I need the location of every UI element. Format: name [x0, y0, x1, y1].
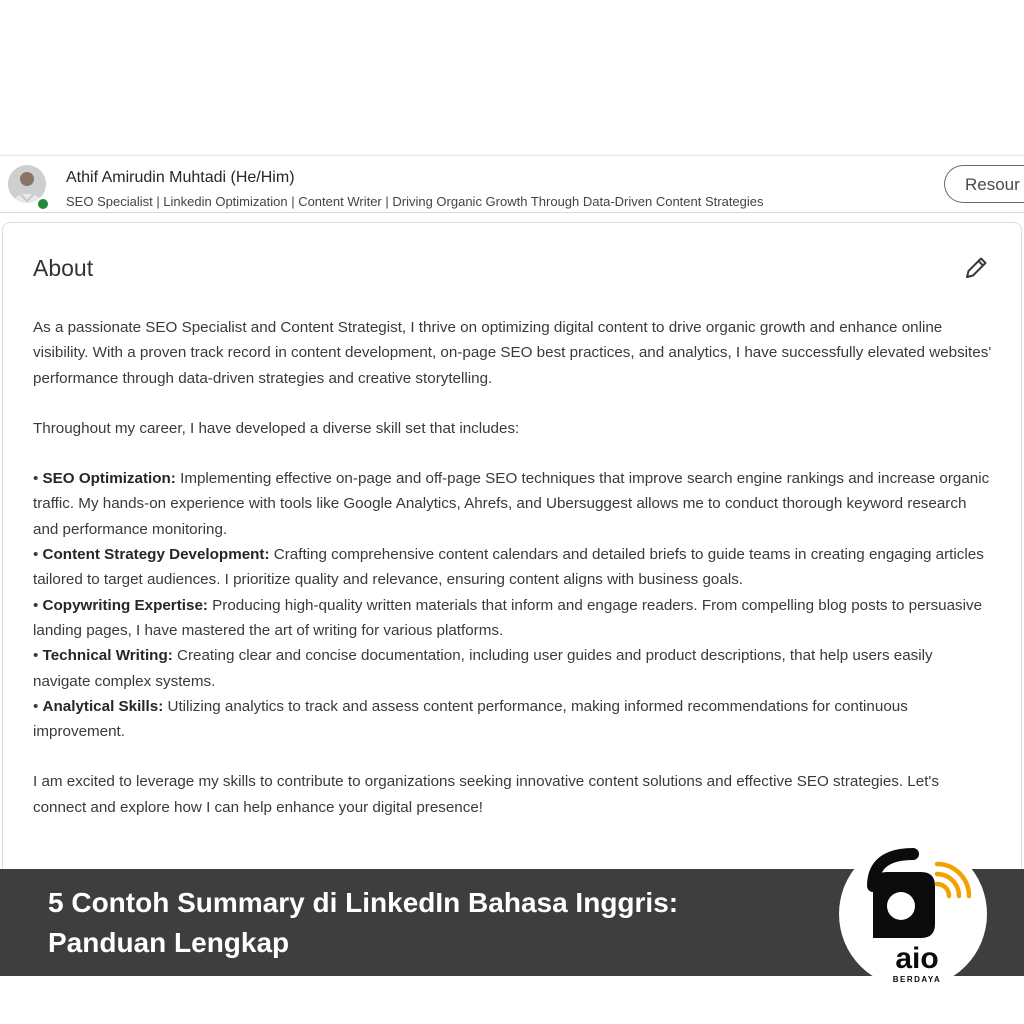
skill-item: • Content Strategy Development: Crafting comprehensive content calendars and detailed briefs to guide teams in creating engaging articles tailored to target audiences. I prioritize quality and relevance, ensuring content aligns with business goals.: [33, 546, 984, 589]
skill-description: Creating clear and concise documentation, including user guides and product descriptions, that help users easily navigate complex systems.: [33, 647, 933, 690]
about-lead: Throughout my career, I have developed a diverse skill set that includes:: [33, 419, 520, 437]
about-text: [33, 315, 993, 820]
banner-title-line-2: Panduan Lengkap: [48, 927, 290, 958]
skill-name: Copywriting Expertise:: [42, 596, 208, 614]
profile-name[interactable]: Athif Amirudin Muhtadi (He/Him): [66, 169, 295, 186]
profile-headline: SEO Specialist | Linkedin Optimization | Content Writer | Driving Organic Growth Through Data-Driven Content Strategies: [66, 194, 764, 209]
skill-item: • SEO Optimization: Implementing effective on-page and off-page SEO techniques that improve search engine rankings and increase organic traffic. My hands-on experience with tools like Google Analytics, Ahrefs, and Ubersuggest allows me to conduct thorough keyword research and performance monitoring.: [33, 470, 990, 538]
skill-item: • Analytical Skills: Utilizing analytics to track and assess content performance, making informed recommendations for continuous improvement.: [33, 697, 908, 741]
banner-title: [48, 883, 808, 963]
logo-tagline: BERDAYA: [892, 975, 942, 984]
skill-name: Analytical Skills:: [42, 697, 164, 715]
skill-description: Crafting comprehensive content calendars and detailed briefs to guide teams in creating engaging articles tailored to target audiences. I prioritize quality and relevance, ensuring content aligns with business goals.: [33, 546, 984, 589]
online-status-dot: [36, 197, 50, 211]
skill-description: Implementing effective on-page and off-page SEO techniques that improve search engine rankings and increase organic traffic. My hands-on experience with tools like Google Analytics, Ahrefs, and Ubersuggest allows me to conduct thorough keyword research and performance monitoring.: [33, 470, 990, 538]
aio-logo: [839, 840, 987, 988]
pencil-icon: [961, 253, 991, 283]
banner-title-line-1: 5 Contoh Summary di LinkedIn Bahasa Inggris:: [48, 887, 679, 918]
skill-name: Content Strategy Development:: [42, 546, 270, 564]
skill-description: Utilizing analytics to track and assess content performance, making informed recommendations for continuous improvement.: [33, 697, 908, 741]
about-intro: As a passionate SEO Specialist and Content Strategist, I thrive on optimizing digital content to drive organic growth and enhance online visibility. With a proven track record in content development, on-page SEO best practices, and analytics, I have successfully elevated websites' performance through data-driven strategies and creative storytelling.: [33, 319, 992, 387]
about-card: [2, 222, 1022, 882]
aio-logo-mark: [839, 840, 987, 988]
profile-header-bar: [0, 155, 1024, 213]
skill-item: • Copywriting Expertise: Producing high-quality written materials that inform and engage readers. From compelling blog posts to persuasive landing pages, I have mastered the art of writing for various platforms.: [33, 596, 983, 639]
skill-name: Technical Writing:: [42, 647, 173, 665]
resources-button[interactable]: Resour: [944, 165, 1024, 203]
about-closing: I am excited to leverage my skills to contribute to organizations seeking innovative content solutions and effective SEO strategies. Let's connect and explore how I can help enhance your digital presence!: [33, 773, 939, 816]
skill-name: SEO Optimization:: [42, 470, 176, 488]
skill-description: Producing high-quality written materials that inform and engage readers. From compelling blog posts to persuasive landing pages, I have mastered the art of writing for various platforms.: [33, 596, 983, 639]
skill-item: • Technical Writing: Creating clear and concise documentation, including user guides and product descriptions, that help users easily navigate complex systems.: [33, 647, 933, 690]
about-title: About: [33, 255, 94, 281]
logo-wordmark: aio: [895, 942, 939, 975]
edit-about-button[interactable]: [961, 253, 991, 283]
